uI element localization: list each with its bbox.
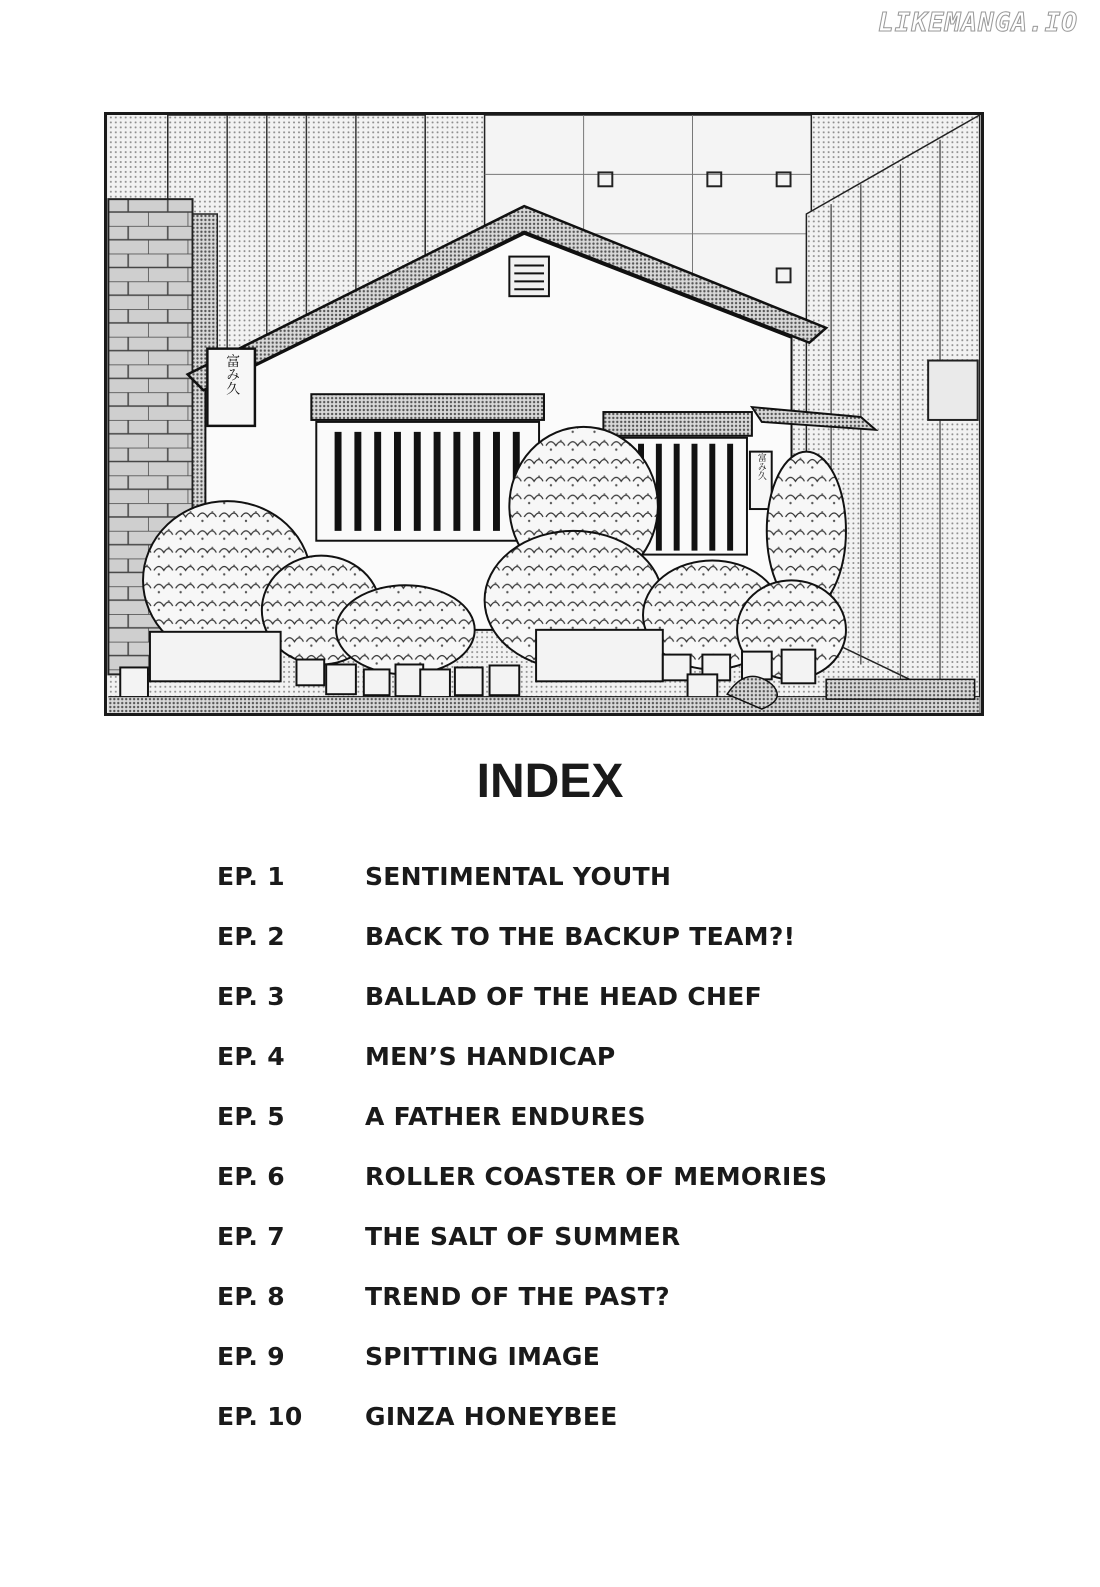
episode-title: BACK TO THE BACKUP TEAM?! bbox=[365, 921, 796, 951]
episode-title: GINZA HONEYBEE bbox=[365, 1401, 618, 1431]
toc-row bbox=[217, 1026, 917, 1086]
episode-number: EP. 7 bbox=[217, 1221, 285, 1251]
episode-number: EP. 8 bbox=[217, 1281, 285, 1311]
toc-row bbox=[217, 1206, 917, 1266]
toc-row bbox=[217, 966, 917, 1026]
episode-number: EP. 9 bbox=[217, 1341, 285, 1371]
episode-title: BALLAD OF THE HEAD CHEF bbox=[365, 981, 762, 1011]
hanging-sign-text: 富み久 bbox=[223, 353, 240, 396]
episode-title: THE SALT OF SUMMER bbox=[365, 1221, 681, 1251]
episode-number: EP. 4 bbox=[217, 1041, 285, 1071]
episode-title: MEN’S HANDICAP bbox=[365, 1041, 616, 1071]
toc-row bbox=[217, 1146, 917, 1206]
toc-row bbox=[217, 1086, 917, 1146]
episode-title: ROLLER COASTER OF MEMORIES bbox=[365, 1161, 828, 1191]
episode-number: EP. 1 bbox=[217, 861, 285, 891]
toc-row bbox=[217, 1326, 917, 1386]
toc-row bbox=[217, 846, 917, 906]
episode-number: EP. 10 bbox=[217, 1401, 303, 1431]
episode-number: EP. 3 bbox=[217, 981, 285, 1011]
toc-row bbox=[217, 906, 917, 966]
episode-number: EP. 5 bbox=[217, 1101, 285, 1131]
index-title: INDEX bbox=[476, 755, 624, 808]
episode-title: TREND OF THE PAST? bbox=[365, 1281, 670, 1311]
episode-title: SENTIMENTAL YOUTH bbox=[365, 861, 672, 891]
door-sign-text: 富み久 bbox=[755, 453, 766, 480]
episode-title: A FATHER ENDURES bbox=[365, 1101, 646, 1131]
watermark: LIKEMANGA.IO bbox=[878, 8, 1078, 38]
episode-number: EP. 6 bbox=[217, 1161, 285, 1191]
manga-panel-illustration bbox=[104, 112, 984, 716]
episode-title: SPITTING IMAGE bbox=[365, 1341, 601, 1371]
toc-row bbox=[217, 1386, 917, 1446]
episode-number: EP. 2 bbox=[217, 921, 285, 951]
toc-row bbox=[217, 1266, 917, 1326]
restaurant-building-drawing bbox=[107, 115, 981, 713]
table-of-contents bbox=[217, 846, 917, 1446]
